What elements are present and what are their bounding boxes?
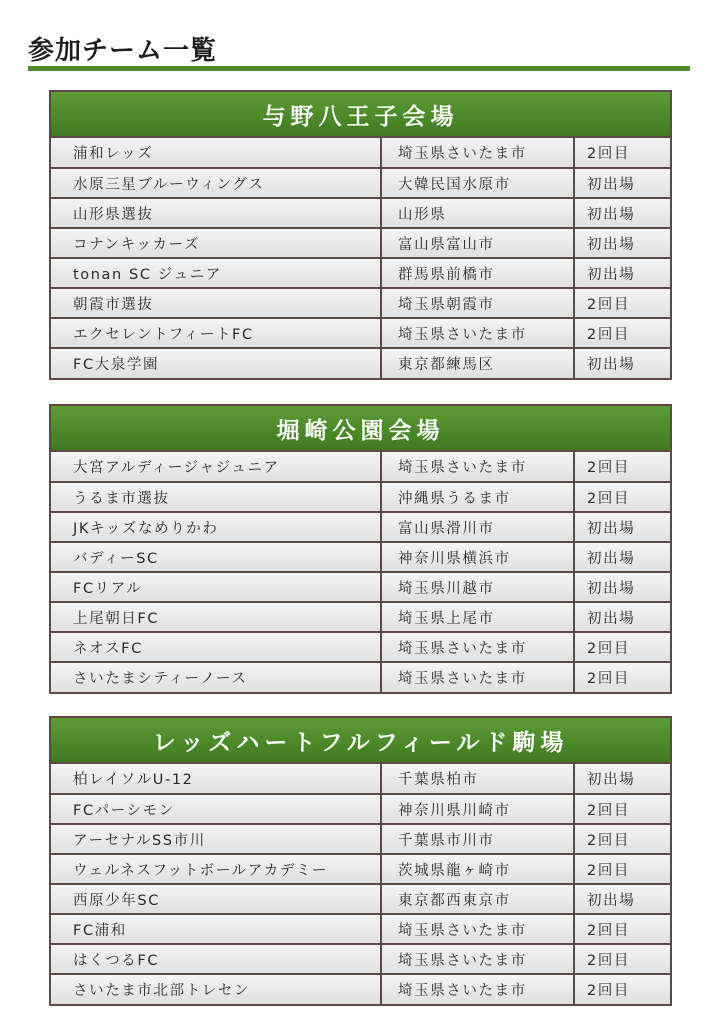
participation-count: 2回目: [574, 794, 670, 824]
venue-block-yono-hachioji: [49, 90, 672, 380]
team-location: 東京都西東京市: [381, 884, 574, 914]
team-location: 埼玉県朝霞市: [381, 288, 574, 318]
table-row: [51, 572, 670, 602]
team-location: 群馬県前橋市: [381, 258, 574, 288]
team-name: アーセナルSS市川: [51, 824, 381, 854]
team-name: 西原少年SC: [51, 884, 381, 914]
team-location: 千葉県市川市: [381, 824, 574, 854]
team-name: 浦和レッズ: [51, 138, 381, 168]
table-row: [51, 168, 670, 198]
participation-count: 初出場: [574, 542, 670, 572]
team-location: 神奈川県横浜市: [381, 542, 574, 572]
team-location: 山形県: [381, 198, 574, 228]
participation-count: 初出場: [574, 512, 670, 542]
team-name: 大宮アルディージャジュニア: [51, 452, 381, 482]
participation-count: 初出場: [574, 258, 670, 288]
participation-count: 初出場: [574, 168, 670, 198]
team-name: FCパーシモン: [51, 794, 381, 824]
venue-block-reds-heartful-field: [49, 716, 672, 1006]
participation-count: 2回目: [574, 854, 670, 884]
team-name: ウェルネスフットボールアカデミー: [51, 854, 381, 884]
team-name: うるま市選抜: [51, 482, 381, 512]
table-row: [51, 944, 670, 974]
table-row: [51, 794, 670, 824]
team-location: 東京都練馬区: [381, 348, 574, 378]
table-row: [51, 482, 670, 512]
table-row: [51, 662, 670, 692]
participation-count: 初出場: [574, 228, 670, 258]
participation-count: 2回目: [574, 452, 670, 482]
table-row: [51, 138, 670, 168]
team-name: 柏レイソルU-12: [51, 764, 381, 794]
table-row: [51, 542, 670, 572]
team-name: JKキッズなめりかわ: [51, 512, 381, 542]
participation-count: 2回目: [574, 318, 670, 348]
table-row: [51, 318, 670, 348]
team-name: 朝霞市選抜: [51, 288, 381, 318]
team-location: 埼玉県さいたま市: [381, 914, 574, 944]
table-row: [51, 228, 670, 258]
team-name: コナンキッカーズ: [51, 228, 381, 258]
page-title: 参加チーム一覧: [28, 36, 218, 66]
participation-count: 2回目: [574, 824, 670, 854]
team-name: バディーSC: [51, 542, 381, 572]
team-name: ネオスFC: [51, 632, 381, 662]
team-location: 埼玉県さいたま市: [381, 318, 574, 348]
participation-count: 初出場: [574, 602, 670, 632]
team-location: 埼玉県さいたま市: [381, 632, 574, 662]
table-row: [51, 452, 670, 482]
table-row: [51, 258, 670, 288]
venue-header: 与野八王子会場: [51, 92, 670, 138]
table-row: [51, 348, 670, 378]
team-name: FCリアル: [51, 572, 381, 602]
participation-count: 2回目: [574, 944, 670, 974]
team-location: 茨城県龍ヶ崎市: [381, 854, 574, 884]
team-location: 大韓民国水原市: [381, 168, 574, 198]
participation-count: 初出場: [574, 198, 670, 228]
participation-count: 2回目: [574, 662, 670, 692]
participation-count: 初出場: [574, 884, 670, 914]
participation-count: 初出場: [574, 572, 670, 602]
participation-count: 2回目: [574, 974, 670, 1004]
venue-header: レッズハートフルフィールド駒場: [51, 718, 670, 764]
venue-header: 堀崎公園会場: [51, 406, 670, 452]
participation-count: 2回目: [574, 138, 670, 168]
team-name: はくつるFC: [51, 944, 381, 974]
participation-count: 初出場: [574, 348, 670, 378]
table-row: [51, 288, 670, 318]
title-divider: [28, 66, 690, 71]
team-location: 埼玉県さいたま市: [381, 452, 574, 482]
table-row: [51, 632, 670, 662]
team-location: 沖縄県うるま市: [381, 482, 574, 512]
team-location: 埼玉県さいたま市: [381, 944, 574, 974]
venue-block-horisaki-park: [49, 404, 672, 694]
team-location: 千葉県柏市: [381, 764, 574, 794]
team-table: [51, 138, 670, 378]
table-row: [51, 512, 670, 542]
table-row: [51, 884, 670, 914]
team-location: 埼玉県川越市: [381, 572, 574, 602]
team-location: 富山県滑川市: [381, 512, 574, 542]
table-row: [51, 602, 670, 632]
participation-count: 2回目: [574, 288, 670, 318]
team-name: tonan SC ジュニア: [51, 258, 381, 288]
team-name: 水原三星ブルーウィングス: [51, 168, 381, 198]
team-location: 神奈川県川崎市: [381, 794, 574, 824]
participation-count: 2回目: [574, 632, 670, 662]
team-name: エクセレントフィートFC: [51, 318, 381, 348]
table-row: [51, 198, 670, 228]
team-location: 富山県富山市: [381, 228, 574, 258]
table-row: [51, 764, 670, 794]
table-row: [51, 824, 670, 854]
team-table: [51, 764, 670, 1004]
team-location: 埼玉県さいたま市: [381, 138, 574, 168]
team-location: 埼玉県さいたま市: [381, 662, 574, 692]
team-name: FC浦和: [51, 914, 381, 944]
team-name: 上尾朝日FC: [51, 602, 381, 632]
team-name: さいたまシティーノース: [51, 662, 381, 692]
participation-count: 初出場: [574, 764, 670, 794]
team-name: さいたま市北部トレセン: [51, 974, 381, 1004]
team-name: 山形県選抜: [51, 198, 381, 228]
team-name: FC大泉学園: [51, 348, 381, 378]
table-row: [51, 854, 670, 884]
team-location: 埼玉県さいたま市: [381, 974, 574, 1004]
participation-count: 2回目: [574, 482, 670, 512]
table-row: [51, 914, 670, 944]
team-location: 埼玉県上尾市: [381, 602, 574, 632]
participation-count: 2回目: [574, 914, 670, 944]
team-table: [51, 452, 670, 692]
table-row: [51, 974, 670, 1004]
